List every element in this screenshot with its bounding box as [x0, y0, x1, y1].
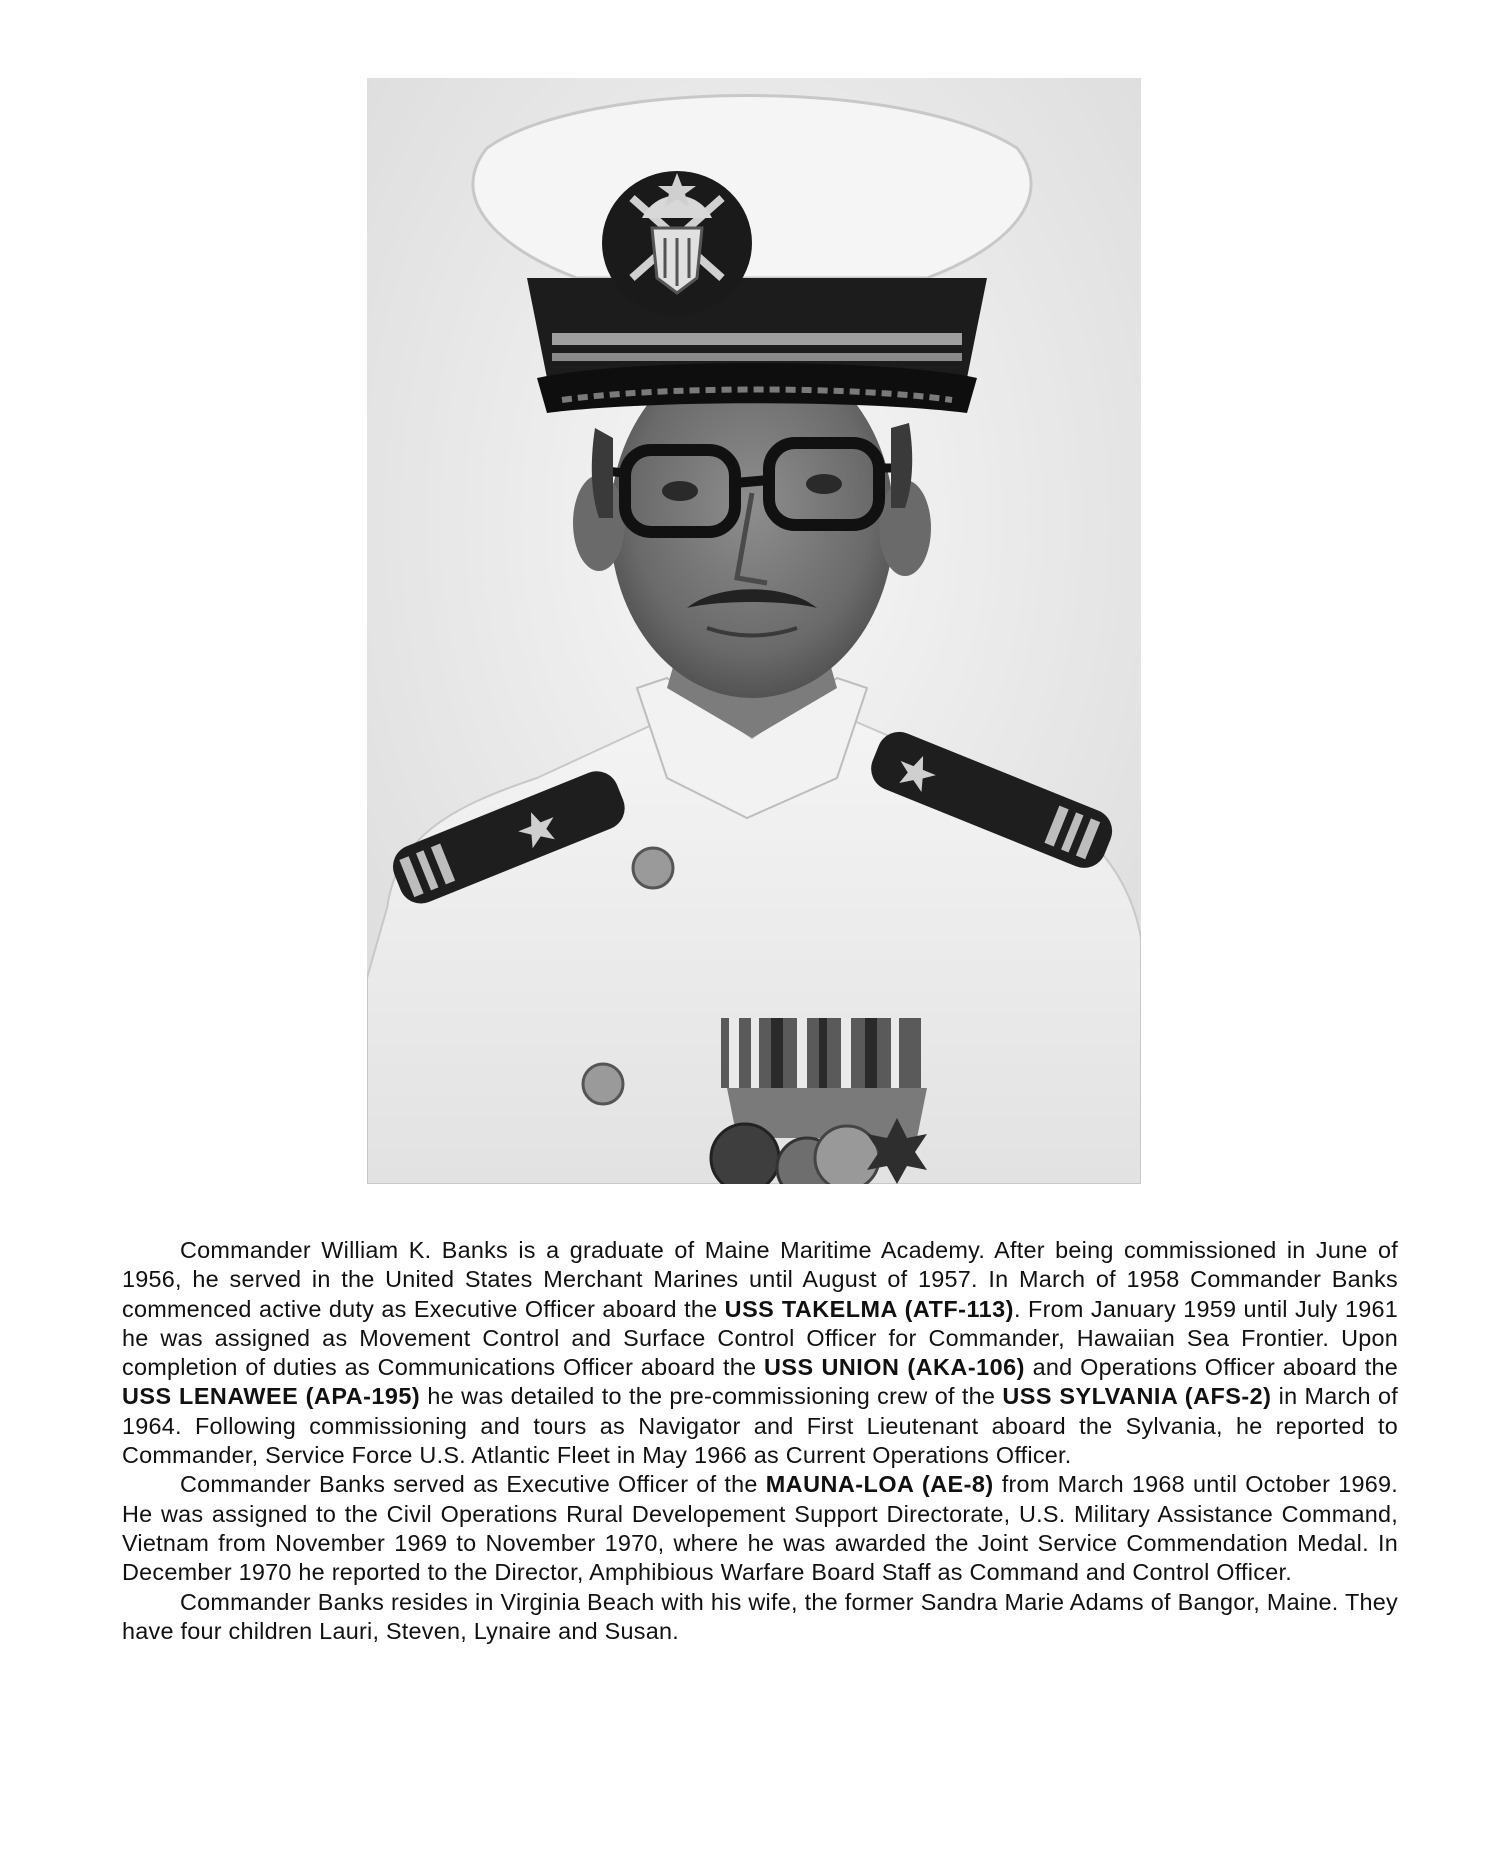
bio-paragraph-1: Commander William K. Banks is a graduate of Maine Maritime Academy. After being commissioned in June of 1956, he served in the United States Merchant Marines until August of 1957. In March of 1958 Commander Banks commenced active duty as Executive Officer aboard the USS TAKELMA (ATF-113). From January 1959 until July 1961 he was assigned as Movement Control and Surface Control Officer for Commander, Hawaiian Sea Frontier. Upon completion of duties as Communications Officer aboard the USS UNION (AKA-106) and Operations Officer aboard the USS LENAWEE (APA-195) he was detailed to the pre-commissioning crew of the USS SYLVANIA (AFS-2) in March of 1964. Following commissioning and tours as Navigator and First Lieutenant aboard the Sylvania, he reported to Commander, Service Force U.S. Atlantic Fleet in May 1966 as Current Operations Officer. [122, 1237, 1399, 1469]
biography-text [122, 1236, 1398, 1646]
bio-paragraph-2: Commander Banks served as Executive Officer of the MAUNA-LOA (AE-8) from March 1968 until October 1969. He was assigned to the Civil Operations Rural Developement Support Directorate, U.S. Military Assistance Command, Vietnam from November 1969 to November 1970, where he was awarded the Joint Service Commendation Medal. In December 1970 he reported to the Director, Amphibious Warfare Board Staff as Command and Control Officer. [122, 1471, 1398, 1586]
bio-paragraph-3: Commander Banks resides in Virginia Beach with his wife, the former Sandra Marie Adams of Bangor, Maine. They have four children Lauri, Steven, Lynaire and Susan. [122, 1588, 1398, 1644]
ship-name: USS UNION (AKA-106) [763, 1354, 1025, 1381]
ship-name: MAUNA-LOA (AE-8) [765, 1471, 994, 1498]
ship-name: USS LENAWEE (APA-195) [122, 1383, 421, 1410]
ship-name: USS TAKELMA (ATF-113) [724, 1295, 1014, 1322]
ship-name: USS SYLVANIA (AFS-2) [1002, 1383, 1272, 1410]
portrait-photo [367, 78, 1141, 1184]
portrait-illustration [367, 78, 1141, 1184]
